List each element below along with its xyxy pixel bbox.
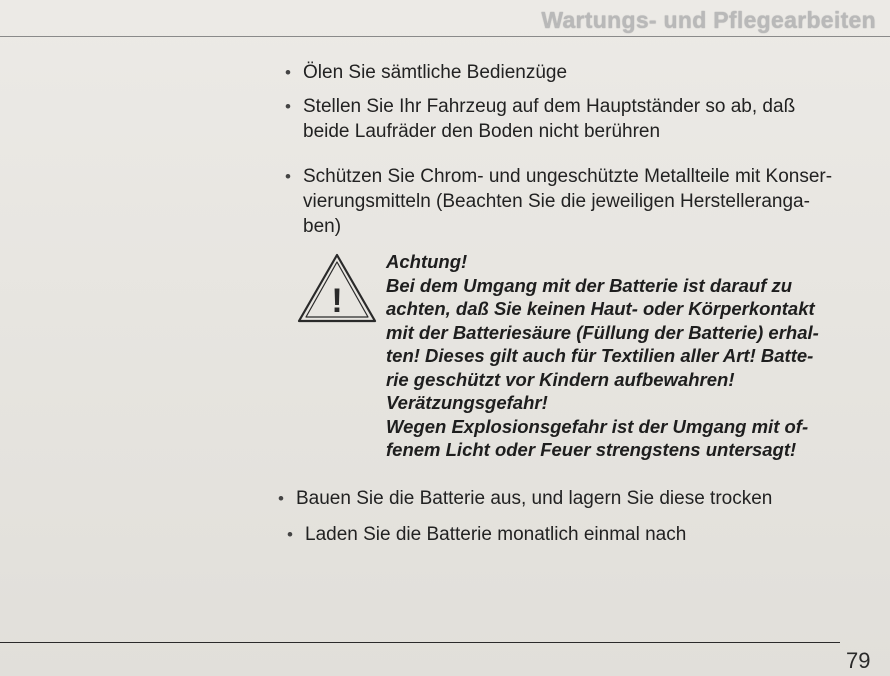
warning-line: mit der Batteriesäure (Füllung der Batterie) erhal- (386, 321, 819, 343)
battery-warning (386, 250, 866, 462)
bullet-item-oil-cables (285, 60, 863, 85)
bullet-dot-icon: • (285, 97, 291, 116)
bullet-dot-icon: • (278, 489, 284, 508)
bullet-item-protect-chrome (285, 164, 869, 239)
warning-line: Bei dem Umgang mit der Batterie ist darauf zu (386, 274, 793, 296)
warning-line: achten, daß Sie keinen Haut- oder Körperkontakt (386, 298, 815, 319)
page-number: 79 (846, 648, 871, 673)
bullet-line: Laden Sie die Batterie monatlich einmal nach (305, 524, 687, 545)
warning-line: Verätzungsgefahr! (386, 392, 548, 413)
bullet-line: Schützen Sie Chrom- und ungeschützte Metallteile mit Konser- (303, 166, 833, 187)
section-title: Wartungs- und Pflegearbeiten (541, 7, 876, 33)
bullet-line: Stellen Sie Ihr Fahrzeug auf dem Hauptständer so ab, daß (303, 96, 796, 117)
warning-line: fenem Licht oder Feuer strengstens untersagt! (386, 439, 797, 460)
warning-triangle-icon (296, 252, 378, 324)
bullet-item-main-stand (285, 94, 863, 144)
bullet-dot-icon: • (287, 525, 293, 544)
bullet-line: Ölen Sie sämtliche Bedienzüge (303, 62, 568, 83)
warning-line: rie geschützt vor Kindern aufbewahren! (386, 368, 735, 390)
bullet-line: Bauen Sie die Batterie aus, und lagern Sie diese trocken (296, 488, 773, 509)
bullet-dot-icon: • (285, 63, 291, 82)
warning-glyph: ! (331, 282, 343, 320)
footer-rule (0, 642, 840, 643)
bullet-line: ben) (303, 216, 342, 237)
bullet-line: beide Laufräder den Boden nicht berühren (303, 121, 661, 142)
warning-line: Wegen Explosionsgefahr ist der Umgang mit of- (386, 415, 809, 437)
header-rule (0, 36, 890, 37)
warning-line: ten! Dieses gilt auch für Textilien aller Art! Batte- (386, 345, 814, 366)
bullet-item-charge-battery (287, 522, 865, 547)
bullet-dot-icon: • (285, 167, 291, 186)
bullet-line: vierungsmitteln (Beachten Sie die jeweiligen Herstelleranga- (303, 191, 810, 212)
warning-heading: Achtung! (386, 251, 468, 272)
bullet-item-remove-battery (278, 486, 856, 511)
